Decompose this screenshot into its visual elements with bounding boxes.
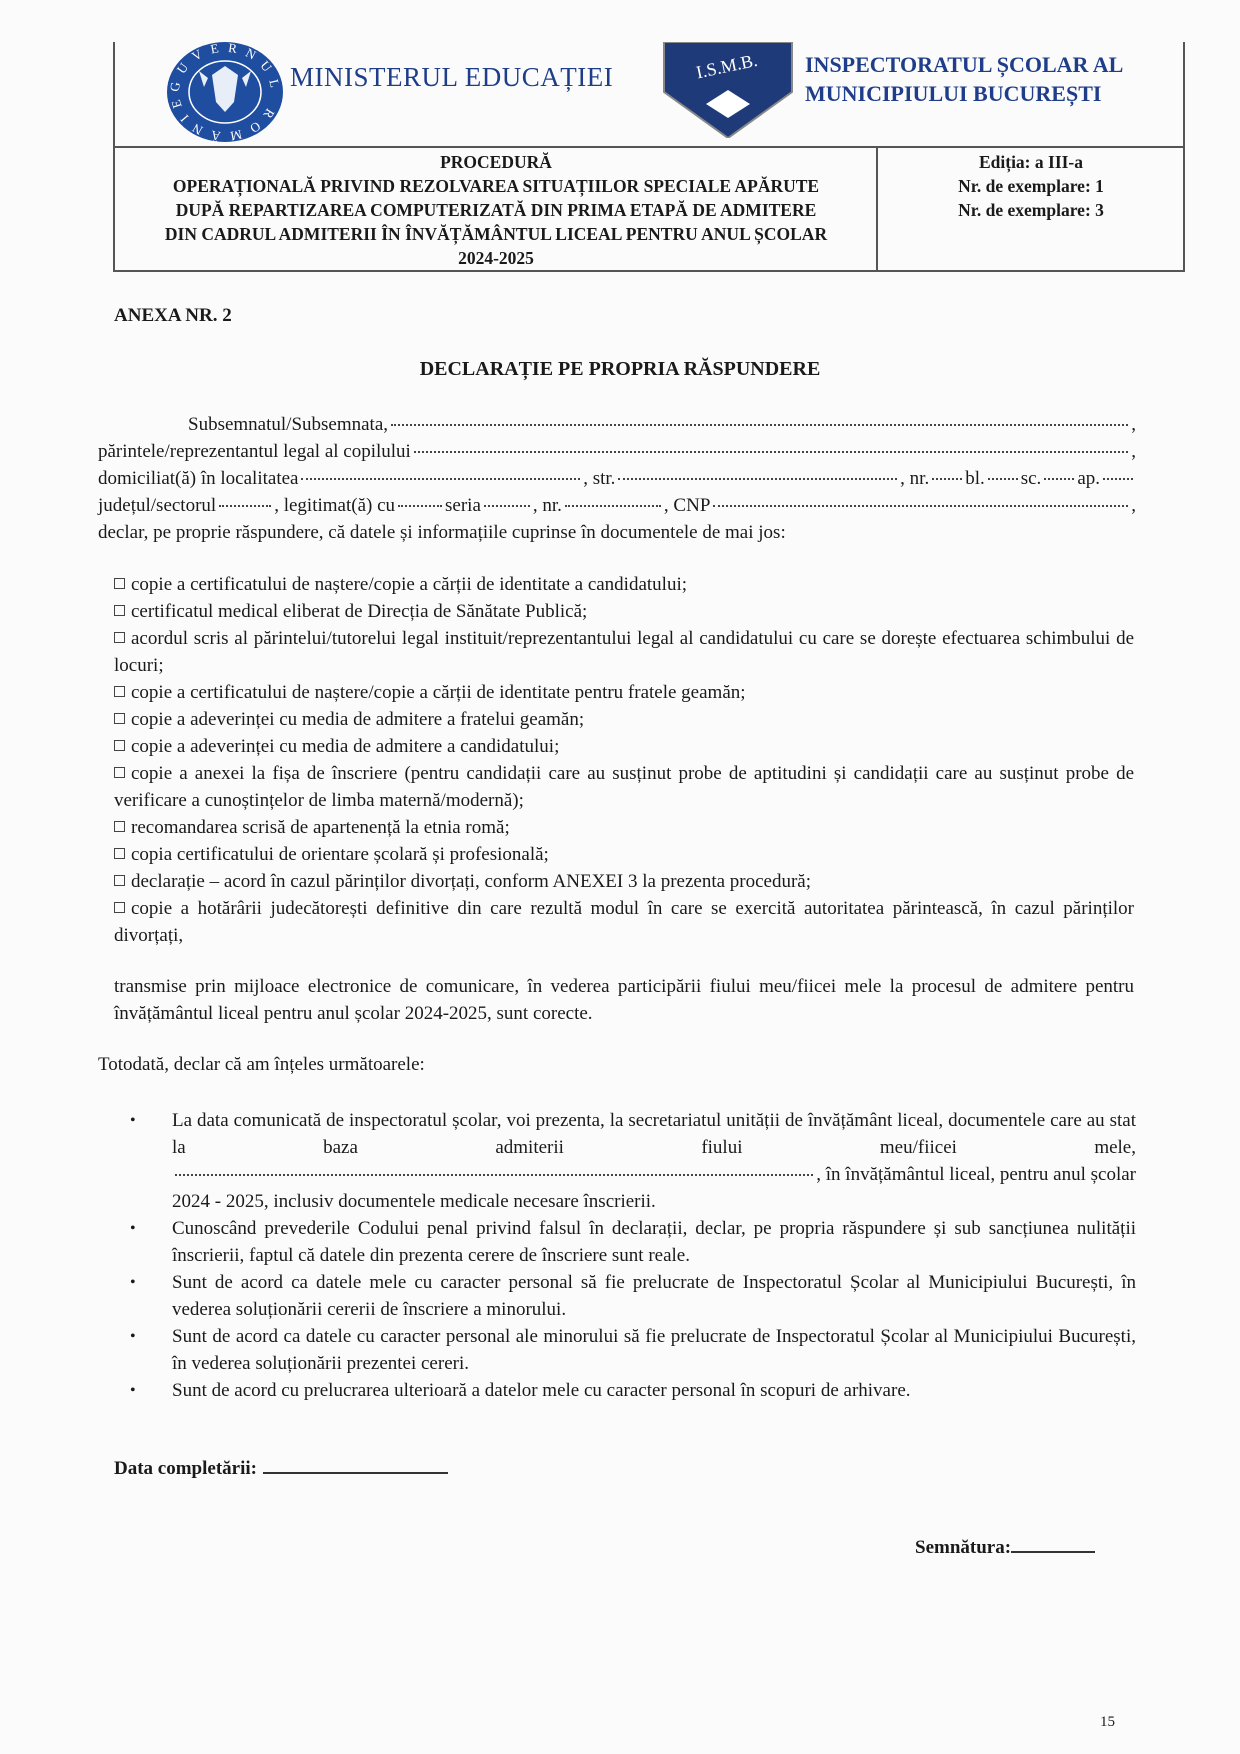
annex-label: ANEXA NR. 2 <box>114 305 232 326</box>
school-field[interactable] <box>175 1174 813 1176</box>
child-name-field[interactable] <box>414 451 1128 453</box>
checkbox[interactable] <box>114 821 125 832</box>
apartment-field[interactable] <box>1103 478 1133 480</box>
procedure-line: PROCEDURĂ <box>440 152 552 172</box>
procedure-line: DIN CADRUL ADMITERII ÎN ÎNVĂȚĂMÂNTUL LICEAL PENTRU ANUL ȘCOLAR <box>164 224 828 244</box>
signature <box>915 1537 1095 1559</box>
checkbox[interactable] <box>114 632 125 643</box>
inspectorate-name <box>805 50 1123 108</box>
inspectorate-line-1: INSPECTORATUL ȘCOLAR AL <box>805 52 1124 77</box>
bullet-icon: • <box>130 1328 136 1345</box>
name-field[interactable] <box>391 424 1128 426</box>
checkbox[interactable] <box>114 767 125 778</box>
cnp-field[interactable] <box>713 505 1128 507</box>
checklist-item-label: copia certificatului de orientare școlară și profesională; <box>131 844 549 865</box>
checkbox[interactable] <box>114 713 125 724</box>
bullet-text: La data comunicată de inspectoratul școlar, voi prezenta, la secretariatul unității de învățământ liceal, documentele care au stat la baza admiterii fiului meu/fiicei mele, <box>172 1110 1136 1158</box>
checkbox[interactable] <box>114 605 125 616</box>
ismb-logo-text: I.S.M.B. <box>694 49 760 83</box>
bullet-item <box>130 1215 1136 1269</box>
checklist-item-label: declarație – acord în cazul părinților divorțați, conform ANEXEI 3 la prezenta procedură; <box>131 871 812 892</box>
bullet-text: Cunoscând prevederile Codului penal privind falsul în declarații, declar, pe propria răspundere și sub sancțiunea nulității înscrierii, faptul că datele din prezenta cerere de înscriere sunt reale. <box>172 1218 1136 1266</box>
checkbox[interactable] <box>114 848 125 859</box>
header-border-right <box>1183 42 1185 272</box>
stair-field[interactable] <box>1044 478 1074 480</box>
bullet-icon: • <box>130 1382 136 1399</box>
bullet-item <box>130 1323 1136 1377</box>
page-number: 15 <box>1100 1714 1115 1730</box>
bullet-text: Sunt de acord ca datele mele cu caracter personal să fie prelucrate de Inspectoratul Școlar al Municipiului București, în vederea soluționării cererii de înscriere a minorului. <box>172 1272 1136 1320</box>
procedure-line: 2024-2025 <box>458 248 534 268</box>
copies-2: Nr. de exemplare: 3 <box>958 200 1104 220</box>
checklist-item <box>114 571 1134 598</box>
date-label: Data completării: <box>114 1458 257 1479</box>
street-label: , str. <box>583 468 616 489</box>
checklist-item-label: copie a adeverinței cu media de admitere a fratelui geamăn; <box>131 709 585 730</box>
block-field[interactable] <box>988 478 1018 480</box>
edition: Ediția: a III-a <box>978 152 1084 172</box>
checklist-item <box>114 895 1134 949</box>
government-seal-logo <box>166 42 284 147</box>
checkbox[interactable] <box>114 902 125 913</box>
header-column-divider <box>876 146 878 272</box>
declaration-form <box>98 411 1136 546</box>
id-number-field[interactable] <box>565 505 661 507</box>
checklist-item <box>114 706 1134 733</box>
date-field[interactable] <box>263 1472 448 1474</box>
checklist-item-label: copie a hotărârii judecătorești definitive din care rezultă modul în care se exercită autoritatea părintească, în cazul părinților divorțați, <box>114 898 1134 946</box>
number-label: , nr. <box>900 468 930 489</box>
cnp-label: , CNP <box>663 495 711 516</box>
procedure-title <box>116 150 876 270</box>
seal-lettering: GUVERNUL ROMÂNIE <box>166 42 283 142</box>
document-title: DECLARAȚIE PE PROPRIA RĂSPUNDERE <box>419 358 821 380</box>
copies-1: Nr. de exemplare: 1 <box>958 176 1104 196</box>
series-label: seria <box>445 495 481 516</box>
county-label: județul/sectorul <box>98 495 217 516</box>
checkbox[interactable] <box>114 740 125 751</box>
signature-field[interactable] <box>1011 1551 1095 1553</box>
checklist-item-label: recomandarea scrisă de apartenență la etnia romă; <box>131 817 510 838</box>
checklist-item-label: copie a certificatului de naștere/copie a cărții de identitate pentru fratele geamăn; <box>131 682 746 703</box>
number-field[interactable] <box>932 478 962 480</box>
bullet-item <box>130 1377 1136 1404</box>
declare-text: declar, pe proprie răspundere, că datele și informațiile cuprinse în documentele de mai jos: <box>98 522 786 543</box>
checkbox[interactable] <box>114 578 125 589</box>
inspectorate-line-2: MUNICIPIULUI BUCUREȘTI <box>805 81 1102 106</box>
bullet-item <box>130 1269 1136 1323</box>
bullet-item <box>130 1107 1136 1215</box>
comma: , <box>1131 441 1136 462</box>
comma: , <box>1131 414 1136 435</box>
checkbox[interactable] <box>114 875 125 886</box>
signature-label: Semnătura: <box>915 1537 1012 1558</box>
procedure-line: OPERAȚIONALĂ PRIVIND REZOLVAREA SITUAȚIILOR SPECIALE APĂRUTE <box>172 176 820 196</box>
checklist-item <box>114 841 1134 868</box>
header-border-left <box>113 42 115 272</box>
understanding-intro: Totodată, declar că am înțeles următoarele: <box>98 1054 425 1075</box>
checklist-item <box>114 868 1134 895</box>
checklist-item-label: certificatul medical eliberat de Direcția de Sănătate Publică; <box>131 601 588 622</box>
completion-date <box>114 1458 448 1480</box>
bullet-icon: • <box>130 1220 136 1237</box>
checklist-item <box>114 814 1134 841</box>
checklist-item <box>114 733 1134 760</box>
checklist-item <box>114 679 1134 706</box>
checklist-item <box>114 598 1134 625</box>
stair-label: sc. <box>1020 468 1042 489</box>
checklist-item <box>114 625 1134 679</box>
street-field[interactable] <box>618 478 897 480</box>
bullet-text: Sunt de acord ca datele cu caracter personal ale minorului să fie prelucrate de Inspectoratul Școlar al Municipiului București, în vederea soluționării prezentei cereri. <box>172 1326 1136 1374</box>
checklist-item-label: copie a adeverinței cu media de admitere a candidatului; <box>131 736 560 757</box>
document-checklist <box>114 571 1134 949</box>
bullet-icon: • <box>130 1112 136 1129</box>
locality-field[interactable] <box>301 478 580 480</box>
understanding-list <box>130 1107 1136 1404</box>
transmission-statement: transmise prin mijloace electronice de comunicare, în vederea participării fiului meu/fiicei mele la procesul de admitere pentru învățământul liceal pentru anul școlar 2024-2025, sunt corecte. <box>114 976 1134 1024</box>
id-type-field[interactable] <box>398 505 442 507</box>
ismb-logo <box>662 42 794 143</box>
procedure-line: DUPĂ REPARTIZAREA COMPUTERIZATĂ DIN PRIMA ETAPĂ DE ADMITERE <box>175 200 817 220</box>
header-border-bottom <box>113 270 1185 272</box>
bullet-text: 2024 - 2025, inclusiv documentele medicale necesare înscrierii. <box>172 1191 656 1212</box>
edition-info <box>880 150 1182 222</box>
series-field[interactable] <box>484 505 530 507</box>
apartment-label: ap. <box>1077 468 1100 489</box>
bullet-text: Sunt de acord cu prelucrarea ulterioară a datelor mele cu caracter personal în scopuri de arhivare. <box>172 1380 911 1401</box>
locality-label: domiciliat(ă) în localitatea <box>98 468 299 489</box>
block-label: bl. <box>965 468 985 489</box>
county-field[interactable] <box>219 505 271 507</box>
checkbox[interactable] <box>114 686 125 697</box>
ministry-name: MINISTERUL EDUCAȚIEI <box>290 62 614 92</box>
comma: , <box>1131 495 1136 516</box>
name-label: Subsemnatul/Subsemnata, <box>188 414 389 435</box>
checklist-item <box>114 760 1134 814</box>
checklist-item-label: copie a certificatului de naștere/copie a cărții de identitate a candidatului; <box>131 574 688 595</box>
id-label: , legitimat(ă) cu <box>274 495 396 516</box>
checklist-item-label: acordul scris al părintelui/tutorelui legal instituit/reprezentantului legal al candidatului cu care se dorește efectuarea schimbului de locuri; <box>114 628 1134 676</box>
bullet-icon: • <box>130 1274 136 1291</box>
checklist-item-label: copie a anexei la fișa de înscriere (pentru candidații care au susținut probe de aptitudini și candidații care au susținut probe de verificare a cunoștințelor de limba maternă/modernă); <box>114 763 1134 811</box>
id-number-label: , nr. <box>532 495 562 516</box>
child-label: părintele/reprezentantul legal al copilului <box>98 441 411 462</box>
bullet-text: , în învățământul liceal, pentru anul școlar <box>816 1164 1136 1185</box>
